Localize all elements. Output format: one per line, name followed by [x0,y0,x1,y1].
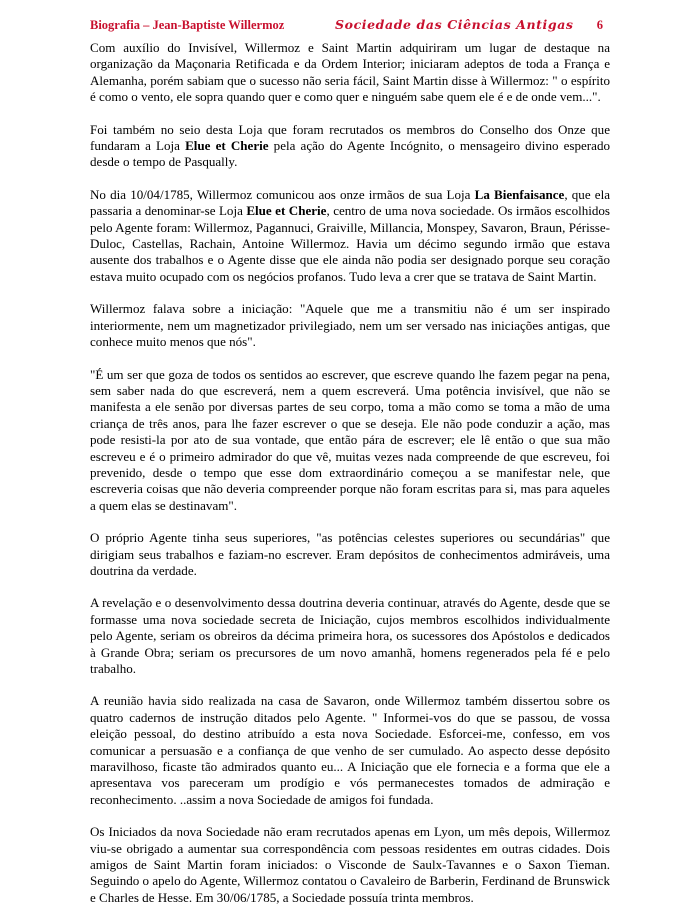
paragraph-4 [90,301,610,350]
paragraph-text: A reunião havia sido realizada na casa de Savaron, onde Willermoz também dissertou sobre os quatro cadernos de instrução ditados pelo Agente. " Informei-vos do que se passou, de vossa eleição pessoal, do destino atribuído a esta nova Sociedade. Esforcei-me, confesso, em vos comunicar a persuasão e a confiança de que venho de ser cumulado. Ao aspecto desse depósito maravilhoso, ficaste tão admirados quanto eu... A Iniciação que ele fornecia e a forma que ele a apresentava vos pareceram um prodígio e vós permanecestes tomados de admiração e reconhecimento. ..assim a nova Sociedade de amigos foi fundada. [90,693,610,807]
document-body [90,40,610,922]
paragraph-9 [90,824,610,906]
page-header [90,18,610,38]
paragraph-8 [90,693,610,808]
paragraph-text: Willermoz falava sobre a iniciação: "Aquele que me a transmitiu não é um ser inspirado interiormente, nem um magnetizador privilegiado, nem um ser versado nas iniciações antigas, que conhece muito menos que nós". [90,301,610,350]
paragraph-7 [90,595,610,677]
header-society: Sociedade das Ciências Antigas [335,17,574,32]
paragraph-text: pela ação do Agente Incógnito, o mensageiro divino esperado desde o tempo de Pasqually. [90,138,610,170]
lodge-name-bold: Elue et Cherie [246,203,327,219]
paragraph-text: Com auxílio do Invisível, Willermoz e Saint Martin adquiriram um lugar de destaque na organização da Maçonaria Retificada e da Ordem Interior; iniciaram adeptos de toda a França e Alemanha, porém sabiam que o sucesso não seria fácil, Saint Martin disse à Willermoz: " o espírito é como o vento, ele sopra quando quer e como quer e ninguém sabe quem ele é e de onde vem...". [90,40,610,105]
paragraph-text: Foi também no seio desta Loja que foram recrutados os membros do Conselho dos Onze que fundaram a Loja [90,121,610,154]
paragraph-text: A revelação e o desenvolvimento dessa doutrina deveria continuar, através do Agente, desde que se formasse uma nova sociedade secreta de Iniciação, cujos membros escolhidos individualmente pelo Agente, seriam os obreiros da décima primeira hora, os sucessores dos Apóstolos e dedicados à Grande Obra; seriam os precursores de um novo amanhã, homens regenerados pela fé e pelo trabalho. [90,595,610,676]
paragraph-text: Os Iniciados da nova Sociedade não eram recrutados apenas em Lyon, um mês depois, Willermoz viu-se obrigado a aumentar sua correspondência com pessoas residentes em outras cidades. Dois amigos de Saint Martin foram iniciados: o Visconde de Saulx-Tavannes e o Saxon Tieman. Seguindo o apelo do Agente, Willermoz contatou o Cavaleiro de Barberin, Ferdinand de Brunswick e Charles de Hesse. Em 30/06/1785, a Sociedade possuía trinta membros. [90,824,610,905]
page-number: 6 [596,18,603,32]
paragraph-5 [90,367,610,515]
lodge-name-bold: La Bienfaisance [474,186,565,202]
paragraph-1 [90,40,610,106]
paragraph-text: No dia 10/04/1785, Willermoz comunicou aos onze irmãos de sua Loja [90,186,475,202]
paragraph-text: , centro de uma nova sociedade. Os irmãos escolhidos pelo Agente foram: Willermoz, Pagannuci, Graiville, Millancia, Monspey, Savaron, Braun, Périsse-Duloc, Castellas, Rachain, Antoine Willermoz. Havia um décimo segundo irmão que estava ausente dos trabalhos e o Agente disse que ele ainda não podia ser designado porque seu coração estava muito ocupado com os negócios profanos. Tudo leva a crer que se tratava de Saint Martin. [90,203,610,284]
paragraph-text: O próprio Agente tinha seus superiores, "as potências celestes superiores ou secundárias" que dirigiam seus trabalhos e faziam-no escrever. Eram depósitos de conhecimentos admiráveis, uma doutrina da verdade. [90,530,610,578]
paragraph-text: , que ela passaria a denominar-se Loja [90,186,610,219]
paragraph-6 [90,530,610,579]
paragraph-2 [90,122,610,171]
paragraph-text: "É um ser que goza de todos os sentidos ao escrever, que escreve quando lhe fazem pegar na pena, sem saber nada do que escreverá, nem a quem escreverá. Uma potência invisível, que não se manifesta a ele senão por diversas partes de seu corpo, toma a mão como se toma a mão de uma criança de três anos, para lhe fazer escrever o que se deseja. Ele não pode conduzir a ação, mas pode resisti-la por ato de sua vontade, que então pára de escrever; ele lê então o que sua mão escreveu e é o primeiro admirador do que vê, muitas vezes nada compreende de que escreveu, foi prevenido, desde o tempo que esse dom extraordinário começou a se manifestar nele, que escreveria coisas que não deveria compreender porque não foram escritas para si, mas para aqueles a quem elas se destinavam". [90,366,610,513]
lodge-name-bold: Elue et Cherie [185,138,269,154]
header-title: Biografia – Jean-Baptiste Willermoz [90,18,285,32]
paragraph-3 [90,187,610,285]
